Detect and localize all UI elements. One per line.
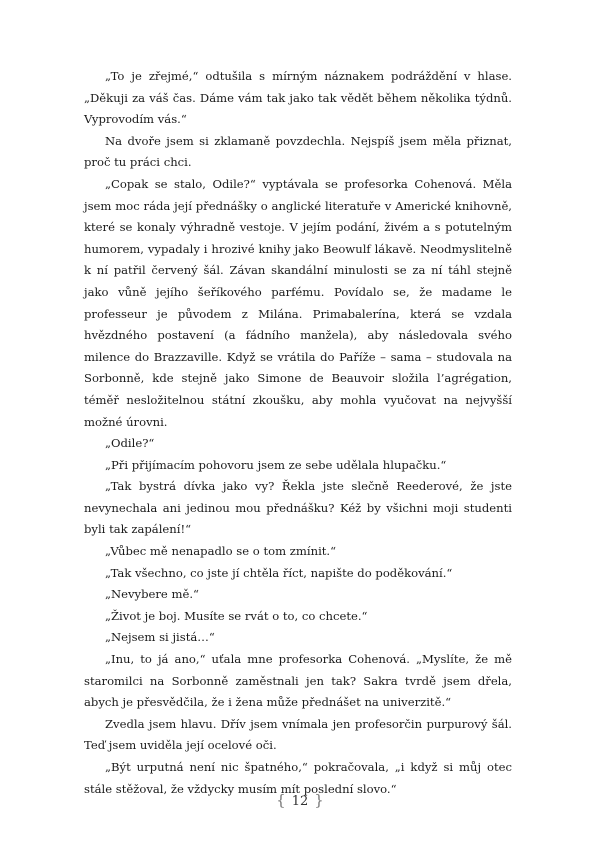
right-brace-ornament: } [314,791,324,809]
paragraph: „Při přijímacím pohovoru jsem ze sebe udělala hlupačku.“ [105,457,447,472]
paragraph: „Nejsem si jistá…“ [105,630,215,645]
paragraph: „Nevybere mě.“ [105,587,199,602]
paragraph: „Copak se stalo, Odile?“ vyptávala se profesorka Cohenová. Měla jsem moc ráda její přednášky o anglické literatuře v Americké knihovně, které se konaly výhradně vestoje. V jejím podání, živém a s potutelným humorem, vypadaly i hrozivé knihy jako Beowulf lákavě. Neodmyslitelně k ní patřil červený šál. Závan skandální minulosti se za ní táhl stejně jako vůně jejího šeříkového parfému. Povídalo se, že madame le professeur je původem z Milána. Primabalerína, která se vzdala hvězdného postavení (a fádního manžela), aby následovala svého milence do Brazzaville. Když se vrátila do Paříže – sama – studovala na Sorbonně, kde stejně jako Simone de Beauvoir složila l’agrégation, téměř nesložitelnou státní zkoušku, aby mohla vyučovat na nejvyšší možné úrovni. [84,176,512,429]
paragraph: „Vůbec mě nenapadlo se o tom zmínit.“ [105,544,337,559]
paragraph: „Odile?“ [105,436,155,451]
left-brace-ornament: { [276,791,286,809]
paragraph: „Život je boj. Musíte se rvát o to, co chcete.“ [105,608,368,623]
paragraph: „Inu, to já ano,“ uťala mne profesorka Cohenová. „Myslíte, že mě staromilci na Sorbonně zaměstnali jen tak? Sakra tvrdě jsem dřela, abych je přesvědčila, že i žena může přednášet na univerzitě.“ [84,652,512,710]
page-number-footer [0,791,600,809]
body-text [84,66,512,800]
paragraph: „Být urputná není nic špatného,“ pokračovala, „i když si můj otec stále stěžoval, že vždycky musím mít poslední slovo.“ [84,760,512,796]
paragraph: Na dvoře jsem si zklamaně povzdechla. Nejspíš jsem měla přiznat, proč tu práci chci. [84,133,512,170]
paragraph: „Tak bystrá dívka jako vy? Řekla jste slečně Reederové, že jste nevynechala ani jedinou mou přednášku? Kéž by všichni moji studenti byli tak zapálení!“ [84,479,512,537]
paragraph: Zvedla jsem hlavu. Dřív jsem vnímala jen profesorčin purpurový šál. Teď jsem uviděla její ocelové oči. [84,716,512,753]
paragraph: „Tak všechno, co jste jí chtěla říct, napište do poděkování.“ [105,565,453,580]
page-number: 12 [291,794,309,809]
paragraph: „To je zřejmé,“ odtušila s mírným náznakem podráždění v hlase. „Děkuji za váš čas. Dáme vám tak jako tak vědět během několika týdnů. Vyprovodím vás.“ [84,69,512,127]
